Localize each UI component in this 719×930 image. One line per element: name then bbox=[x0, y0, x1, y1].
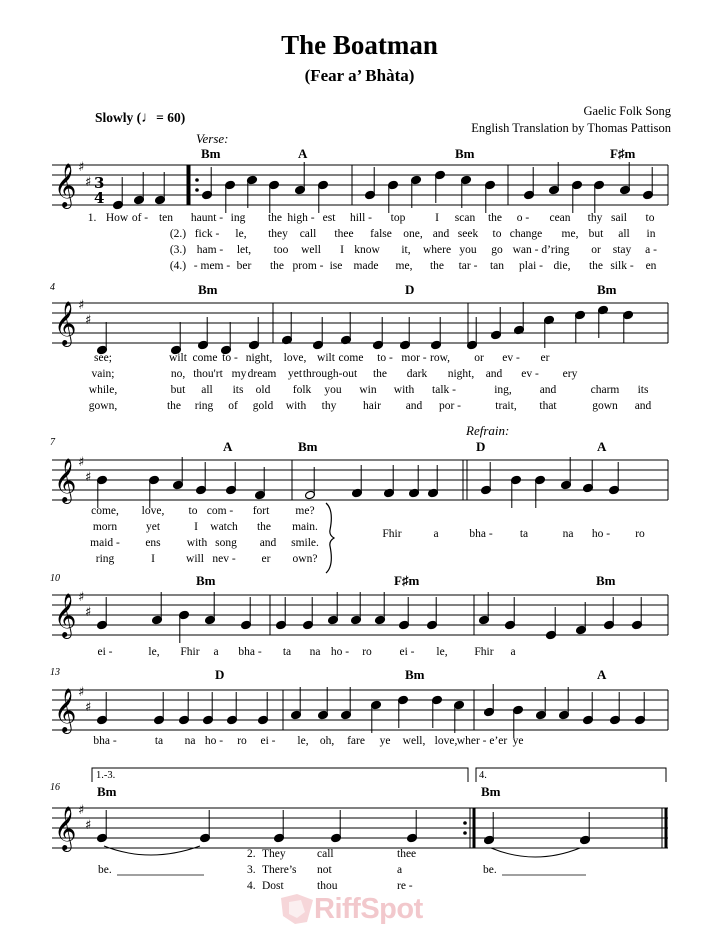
lyric-syllable: thy bbox=[321, 400, 337, 412]
song-title: The Boatman bbox=[281, 30, 438, 60]
lyric-syllable: love, bbox=[283, 352, 307, 364]
lyric-syllable: por - bbox=[438, 400, 462, 412]
treble-clef-icon: 𝄞 bbox=[54, 163, 77, 207]
treble-clef-icon: 𝄞 bbox=[54, 458, 77, 502]
lyric-syllable: they bbox=[268, 228, 288, 240]
lyric-syllable: hair bbox=[363, 400, 381, 412]
lyric-syllable: the bbox=[487, 212, 503, 224]
lyric-syllable: ber bbox=[236, 260, 252, 272]
lyric-syllable: 2. bbox=[247, 848, 256, 860]
chord-symbol: A bbox=[597, 439, 607, 454]
lyric-syllable: charm bbox=[590, 384, 620, 396]
lyric-syllable: let, bbox=[236, 244, 252, 256]
lyric-syllable: song bbox=[215, 537, 237, 549]
lyric-syllable: ery bbox=[562, 368, 578, 380]
sharp-icon: ♯ bbox=[85, 175, 92, 190]
lyric-syllable: a bbox=[397, 864, 403, 876]
lyric-syllable: fare bbox=[347, 735, 365, 747]
lyric-syllable: tar - bbox=[458, 260, 478, 272]
lyric-syllable: gold bbox=[252, 400, 274, 412]
lyric-syllable: know bbox=[354, 244, 380, 256]
lyric-syllable: be. bbox=[98, 864, 112, 876]
lyric-syllable: na bbox=[562, 528, 574, 540]
lyric-syllable: come bbox=[192, 352, 218, 364]
lyric-syllable: the bbox=[256, 521, 272, 533]
lyric-syllable: row, bbox=[429, 352, 451, 364]
song-subtitle: (Fear a’ Bhàta) bbox=[304, 66, 415, 85]
lyric-syllable: the bbox=[267, 212, 283, 224]
lyric-syllable: well, bbox=[402, 735, 426, 747]
lyric-syllable: I bbox=[194, 521, 198, 533]
first-ending-label: 1.-3. bbox=[96, 770, 116, 781]
lyric-syllable: come bbox=[338, 352, 364, 364]
lyric-syllable: scan bbox=[454, 212, 476, 224]
lyric-syllable: 4. bbox=[247, 880, 256, 892]
chord-symbol: Bm bbox=[298, 439, 318, 454]
sharp-icon: ♯ bbox=[78, 803, 85, 818]
lyric-syllable: o - bbox=[516, 212, 530, 224]
lyric-syllable: bha - bbox=[93, 735, 117, 747]
sharp-icon: ♯ bbox=[78, 590, 85, 605]
lyric-syllable: Fhir bbox=[382, 528, 402, 540]
first-ending-bracket bbox=[92, 768, 468, 782]
lyric-syllable: no, bbox=[170, 368, 186, 380]
lyric-syllable: while, bbox=[88, 384, 118, 396]
lyric-syllable: fort bbox=[252, 505, 270, 517]
lyric-syllable: re - bbox=[397, 880, 413, 892]
lyric-syllable: its bbox=[232, 384, 244, 396]
lyric-syllable: (3.) bbox=[169, 244, 187, 256]
lyric-syllable: gown, bbox=[88, 400, 118, 412]
lyric-syllable: cean bbox=[549, 212, 571, 224]
lyric-syllable: where bbox=[422, 244, 452, 256]
chord-symbol: D bbox=[215, 667, 225, 682]
lyric-syllable: ro bbox=[237, 735, 247, 747]
lyric-syllable: it, bbox=[401, 244, 411, 256]
tempo-label: Slowly ( bbox=[95, 110, 142, 125]
lyric-syllable: (2.) bbox=[169, 228, 187, 240]
repeat-dot bbox=[195, 188, 199, 192]
lyric-syllable: not bbox=[317, 864, 332, 876]
lyric-syllable: top bbox=[390, 212, 406, 224]
chord-symbol: Bm bbox=[405, 667, 425, 682]
time-signature-top: 3 bbox=[94, 174, 105, 192]
chord-symbol: Bm bbox=[596, 573, 616, 588]
lyric-syllable: with bbox=[186, 537, 208, 549]
lyric-syllable: plai - bbox=[519, 260, 543, 272]
lyric-syllable: ing bbox=[230, 212, 246, 224]
sharp-icon: ♯ bbox=[78, 298, 85, 313]
lyric-syllable: the bbox=[588, 260, 604, 272]
lyric-syllable: love, bbox=[141, 505, 165, 517]
lyric-syllable: wher - e’er bbox=[456, 735, 508, 747]
lyric-syllable: dark bbox=[406, 368, 428, 380]
chord-symbol: A bbox=[298, 146, 308, 161]
chord-symbol: A bbox=[597, 667, 607, 682]
lyric-syllable: of - bbox=[131, 212, 149, 224]
sharp-icon: ♯ bbox=[85, 700, 92, 715]
lyric-syllable: na bbox=[184, 735, 196, 747]
lyric-syllable: to - bbox=[222, 352, 238, 364]
lyric-syllable: ei - bbox=[399, 646, 415, 658]
chord-symbol: F♯m bbox=[610, 146, 636, 161]
measure-number: 7 bbox=[50, 437, 55, 448]
lyric-syllable: but bbox=[588, 228, 604, 240]
lyric-syllable: hill - bbox=[349, 212, 373, 224]
lyric-syllable: too bbox=[273, 244, 289, 256]
time-signature-bottom: 4 bbox=[94, 189, 105, 207]
lyric-syllable: ing, bbox=[494, 384, 512, 396]
lyric-syllable: that bbox=[539, 400, 557, 412]
lyric-syllable: a bbox=[213, 646, 219, 658]
verse-brace bbox=[326, 503, 334, 573]
lyric-syllable: trait, bbox=[495, 400, 517, 412]
sharp-icon: ♯ bbox=[78, 160, 85, 175]
lyric-syllable: or bbox=[591, 244, 601, 256]
lyric-syllable: maid - bbox=[90, 537, 120, 549]
chord-symbol: A bbox=[223, 439, 233, 454]
treble-clef-icon: 𝄞 bbox=[54, 806, 77, 850]
lyric-syllable: thee bbox=[397, 848, 417, 860]
riffspot-watermark: RiffSpot bbox=[314, 893, 423, 925]
lyric-syllable: prom - bbox=[292, 260, 324, 272]
tie bbox=[104, 846, 200, 855]
lyric-syllable: watch bbox=[210, 521, 238, 533]
lyric-syllable: smile. bbox=[291, 537, 319, 549]
lyric-syllable: ho - bbox=[330, 646, 350, 658]
sharp-icon: ♯ bbox=[78, 685, 85, 700]
lyric-syllable: 1. bbox=[87, 212, 97, 224]
lyric-syllable: er bbox=[540, 352, 550, 364]
treble-clef-icon: 𝄞 bbox=[54, 688, 77, 732]
lyric-syllable: and bbox=[485, 368, 503, 380]
refrain-label: Refrain: bbox=[466, 423, 510, 438]
lyric-syllable: be. bbox=[483, 864, 497, 876]
lyric-syllable: le, bbox=[235, 228, 247, 240]
lyric-syllable: na bbox=[309, 646, 321, 658]
lyric-syllable: to bbox=[188, 505, 198, 517]
treble-clef-icon: 𝄞 bbox=[54, 301, 77, 345]
lyric-syllable: and bbox=[405, 400, 423, 412]
sharp-icon: ♯ bbox=[85, 313, 92, 328]
lyric-syllable: wan - d’ring bbox=[512, 244, 570, 256]
lyric-syllable: vain; bbox=[91, 368, 115, 380]
lyric-syllable: sail bbox=[611, 212, 627, 224]
lyric-syllable: to bbox=[492, 228, 502, 240]
riffspot-logo-icon bbox=[277, 892, 317, 926]
lyric-syllable: ta bbox=[154, 735, 164, 747]
lyric-syllable: fick - bbox=[194, 228, 220, 240]
lyric-syllable: Fhir bbox=[180, 646, 200, 658]
sharp-icon: ♯ bbox=[85, 818, 92, 833]
lyric-syllable: old bbox=[255, 384, 271, 396]
lyric-syllable: my bbox=[231, 368, 247, 380]
lyric-syllable: go bbox=[491, 244, 503, 256]
lyric-syllable: love, bbox=[434, 735, 458, 747]
lyric-syllable: ei - bbox=[260, 735, 276, 747]
repeat-dot bbox=[463, 821, 467, 825]
lyric-syllable: mor - bbox=[401, 352, 427, 364]
lyric-syllable: ho - bbox=[591, 528, 611, 540]
lyric-syllable: ev - bbox=[521, 368, 539, 380]
lyric-syllable: nev - bbox=[212, 553, 236, 565]
lyric-syllable: ring bbox=[95, 553, 115, 565]
lyric-syllable: main. bbox=[292, 521, 318, 533]
lyric-syllable: ise bbox=[329, 260, 343, 272]
lyric-syllable: night, bbox=[447, 368, 475, 380]
lyric-syllable: I bbox=[340, 244, 344, 256]
repeat-dot bbox=[463, 831, 467, 835]
lyric-syllable: seek bbox=[457, 228, 479, 240]
lyric-syllable: I bbox=[435, 212, 439, 224]
lyric-syllable: me, bbox=[561, 228, 579, 240]
lyric-syllable: with bbox=[285, 400, 307, 412]
lyric-syllable: morn bbox=[92, 521, 118, 533]
lyric-syllable: you bbox=[324, 384, 342, 396]
lyric-syllable: with bbox=[393, 384, 415, 396]
lyric-syllable: or bbox=[474, 352, 484, 364]
lyric-syllable: its bbox=[637, 384, 649, 396]
lyric-syllable: to - bbox=[377, 352, 393, 364]
chord-symbol: Bm bbox=[198, 282, 218, 297]
chord-symbol: Bm bbox=[201, 146, 221, 161]
measure-number: 16 bbox=[50, 782, 60, 793]
lyric-syllable: the bbox=[429, 260, 445, 272]
lyric-syllable: win bbox=[359, 384, 377, 396]
second-ending-bracket bbox=[476, 768, 666, 782]
lyric-syllable: 3. bbox=[247, 864, 256, 876]
tie bbox=[491, 848, 580, 857]
lyric-syllable: wilt bbox=[169, 352, 187, 364]
lyric-syllable: thee bbox=[334, 228, 354, 240]
lyric-syllable: come, bbox=[91, 505, 119, 517]
lyric-syllable: night, bbox=[245, 352, 273, 364]
lyric-syllable: call bbox=[317, 848, 334, 860]
lyric-syllable: folk bbox=[292, 384, 312, 396]
lyric-syllable: and bbox=[432, 228, 450, 240]
chord-symbol: Bm bbox=[455, 146, 475, 161]
chord-symbol: Bm bbox=[97, 784, 117, 799]
lyric-syllable: How bbox=[105, 212, 129, 224]
lyric-syllable: high - bbox=[287, 212, 315, 224]
lyric-syllable: haunt - bbox=[190, 212, 224, 224]
lyric-syllable: yet bbox=[145, 521, 161, 533]
lyric-syllable: false bbox=[370, 228, 392, 240]
lyric-syllable: ten bbox=[158, 212, 174, 224]
lyric-syllable: will bbox=[186, 553, 204, 565]
lyric-syllable: a bbox=[433, 528, 439, 540]
lyric-syllable: me, bbox=[395, 260, 413, 272]
lyric-syllable: ham - bbox=[196, 244, 224, 256]
sharp-icon: ♯ bbox=[78, 455, 85, 470]
lyric-syllable: I bbox=[151, 553, 155, 565]
lyric-syllable: dream bbox=[247, 368, 277, 380]
lyric-syllable: ei - bbox=[97, 646, 113, 658]
lyric-syllable: ens bbox=[145, 537, 161, 549]
lyric-syllable: Fhir bbox=[474, 646, 494, 658]
lyric-syllable: thou bbox=[317, 880, 338, 892]
lyric-syllable: silk - bbox=[610, 260, 634, 272]
translator-credit: English Translation by Thomas Pattison bbox=[471, 121, 671, 135]
lyric-syllable: the bbox=[372, 368, 388, 380]
measure-number: 13 bbox=[50, 667, 60, 678]
lyric-syllable: Dost bbox=[262, 880, 284, 892]
lyric-syllable: ev - bbox=[502, 352, 520, 364]
lyric-syllable: a - bbox=[645, 244, 657, 256]
quarter-note-icon: ♩ bbox=[141, 110, 157, 126]
composer-credit: Gaelic Folk Song bbox=[583, 104, 671, 118]
lyric-syllable: well bbox=[301, 244, 321, 256]
lyric-syllable: in bbox=[646, 228, 656, 240]
lyric-syllable: through-out bbox=[302, 368, 358, 380]
lyric-syllable: est bbox=[322, 212, 336, 224]
lyric-syllable: They bbox=[262, 848, 286, 860]
lyric-syllable: one, bbox=[403, 228, 423, 240]
sharp-icon: ♯ bbox=[85, 605, 92, 620]
lyric-syllable: ring bbox=[194, 400, 214, 412]
lyric-syllable: die, bbox=[553, 260, 571, 272]
lyric-syllable: gown bbox=[592, 400, 618, 412]
lyric-syllable: (4.) bbox=[169, 260, 187, 272]
lyric-syllable: thy bbox=[587, 212, 603, 224]
lyric-syllable: all bbox=[201, 384, 213, 396]
lyric-syllable: There’s bbox=[262, 864, 297, 876]
lyric-syllable: ye bbox=[379, 735, 391, 747]
lyric-syllable: and bbox=[634, 400, 652, 412]
lyric-syllable: ta bbox=[519, 528, 529, 540]
lyric-syllable: of bbox=[228, 400, 238, 412]
lyric-syllable: see; bbox=[94, 352, 112, 364]
lyric-syllable: and bbox=[539, 384, 557, 396]
lyric-syllable: a bbox=[510, 646, 516, 658]
lyric-syllable: bha - bbox=[469, 528, 493, 540]
lyric-syllable: made bbox=[353, 260, 379, 272]
lyric-syllable: er bbox=[261, 553, 271, 565]
lyric-syllable: change bbox=[509, 228, 543, 240]
lyric-syllable: le, bbox=[436, 646, 448, 658]
chord-symbol: Bm bbox=[597, 282, 617, 297]
lyric-syllable: bha - bbox=[238, 646, 262, 658]
verse-label: Verse: bbox=[196, 131, 229, 146]
lyric-syllable: tan bbox=[489, 260, 505, 272]
lyric-syllable: the bbox=[269, 260, 285, 272]
lyric-syllable: en bbox=[645, 260, 657, 272]
chord-symbol: F♯m bbox=[394, 573, 420, 588]
repeat-dot bbox=[195, 178, 199, 182]
lyric-syllable: thou'rt bbox=[193, 368, 223, 380]
chord-symbol: D bbox=[476, 439, 486, 454]
lyric-syllable: talk - bbox=[432, 384, 456, 396]
lyric-syllable: oh, bbox=[319, 735, 335, 747]
lyric-syllable: you bbox=[459, 244, 477, 256]
chord-symbol: Bm bbox=[196, 573, 216, 588]
lyric-syllable: ro bbox=[635, 528, 645, 540]
lyric-syllable: but bbox=[170, 384, 186, 396]
lyric-syllable: all bbox=[618, 228, 630, 240]
measure-number: 4 bbox=[50, 282, 55, 293]
tempo-value: = 60) bbox=[156, 110, 186, 125]
sharp-icon: ♯ bbox=[85, 470, 92, 485]
treble-clef-icon: 𝄞 bbox=[54, 593, 77, 637]
lyric-syllable: le, bbox=[148, 646, 160, 658]
lyric-syllable: call bbox=[299, 228, 317, 240]
lyric-syllable: ho - bbox=[204, 735, 224, 747]
lyric-syllable: ta bbox=[282, 646, 292, 658]
lyric-syllable: ye bbox=[512, 735, 524, 747]
measure-number: 10 bbox=[50, 573, 60, 584]
lyric-syllable: yet bbox=[287, 368, 303, 380]
lyric-syllable: le, bbox=[297, 735, 309, 747]
lyric-syllable: wilt bbox=[317, 352, 335, 364]
lyric-syllable: stay bbox=[612, 244, 632, 256]
lyric-syllable: the bbox=[166, 400, 182, 412]
lyric-syllable: to bbox=[645, 212, 655, 224]
lyric-syllable: - mem - bbox=[193, 260, 231, 272]
chord-symbol: D bbox=[405, 282, 415, 297]
lyric-syllable: com - bbox=[206, 505, 234, 517]
lyric-syllable: and bbox=[259, 537, 277, 549]
lyric-syllable: me? bbox=[295, 505, 315, 517]
chord-symbol: Bm bbox=[481, 784, 501, 799]
lyric-syllable: own? bbox=[292, 553, 318, 565]
lyric-syllable: ro bbox=[362, 646, 372, 658]
second-ending-label: 4. bbox=[479, 770, 487, 781]
